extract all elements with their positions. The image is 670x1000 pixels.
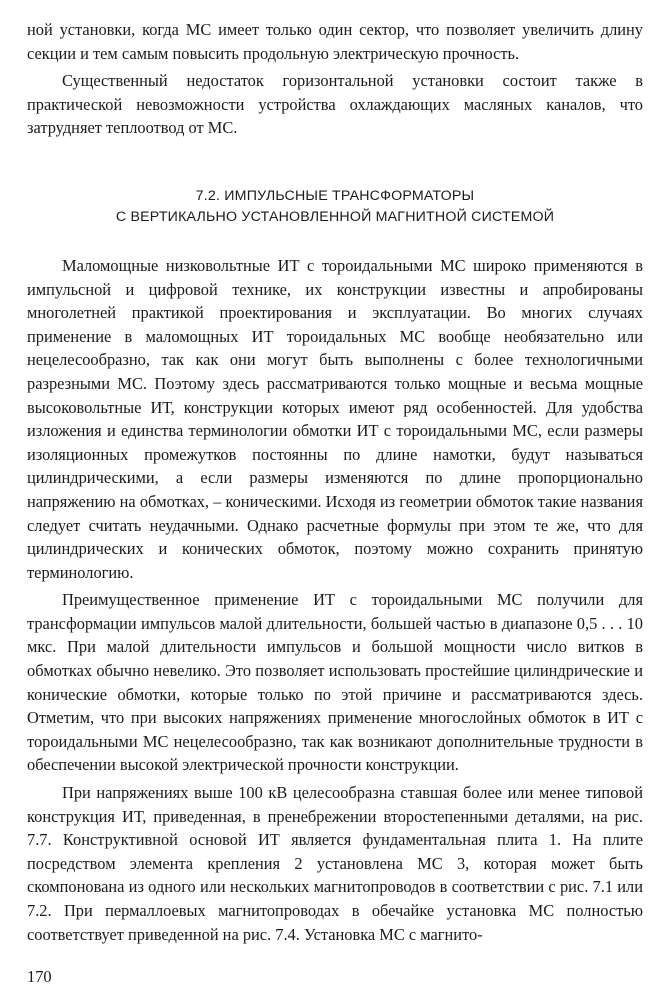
paragraph: Преимущественное применение ИТ с тороидальными МС получили для трансформации импульсов малой длительности, большей частью в диапазоне 0,5 . . . 10 мкс. При малой длительности импульсов и большой мощности число витков в обмотках обычно невелико. Это позволяет использовать простейшие цилиндрические и конические обмотки, которые только по этой причине и рассматриваются здесь. Отметим, что при высоких напряжениях применение многослойных обмоток в ИТ с тороидальными МС нецелесообразно, так как возникают дополнительные трудности в обеспечении высокой электрической прочности конструкции. bbox=[27, 590, 643, 775]
section-heading bbox=[27, 186, 643, 228]
paragraph: При напряжениях выше 100 кВ целесообразна ставшая более или менее типовой конструкция ИТ, приведенная, в пренебрежении второстепенными деталями, на рис. 7.7. Конструктивной основой ИТ является фундаментальная плита 1. На плите посредством элемента крепления 2 установлена МС 3, которая может быть скомпонована из одного или нескольких магнитопроводов в соответствии с рис. 7.1 или 7.2. При пермаллоевых магнитопроводах в обечайке установка МС полностью соответствует приведенной на рис. 7.4. Установка МС с магнито- bbox=[27, 783, 643, 944]
page-content bbox=[27, 18, 643, 946]
section-title-line-1: 7.2. ИМПУЛЬСНЫЕ ТРАНСФОРМАТОРЫ bbox=[195, 187, 475, 204]
page-number: 170 bbox=[27, 967, 52, 986]
section-title-line-2: С ВЕРТИКАЛЬНО УСТАНОВЛЕННОЙ МАГНИТНОЙ СИСТЕМОЙ bbox=[115, 208, 555, 225]
paragraph: Существенный недостаток горизонтальной установки состоит также в практической невозможности устройства охлаждающих масляных каналов, что затрудняет теплоотвод от МС. bbox=[27, 71, 643, 138]
paragraph: Маломощные низковольтные ИТ с тороидальными МС широко применяются в импульсной и цифровой технике, их конструкции известны и апробированы многолетней практикой проектирования и эксплуатации. Во многих случаях применение в маломощных ИТ тороидальных МС вообще необязательно или нецелесообразно, так как они могут быть выполнены с более технологичными разрезными МС. Поэтому здесь рассматриваются только мощные и весьма мощные высоковольтные ИТ, конструкции которых имеют ряд особенностей. Для удобства изложения и единства терминологии обмотки ИТ с тороидальными МС, если размеры изоляционных промежутков постоянны по длине намотки, будут называться цилиндрическими, а если размеры изменяются по длине пропорционально напряжению на обмотках, – коническими. Исходя из геометрии обмоток такие названия следует считать неудачными. Однако расчетные формулы при этом те же, что для цилиндрических и конических обмоток, поэтому можно сохранить принятую терминологию. bbox=[27, 255, 643, 582]
paragraph-continued: ной установки, когда МС имеет только один сектор, что позволяет увеличить длину секции и тем самым повысить продольную электрическую прочность. bbox=[27, 20, 643, 63]
